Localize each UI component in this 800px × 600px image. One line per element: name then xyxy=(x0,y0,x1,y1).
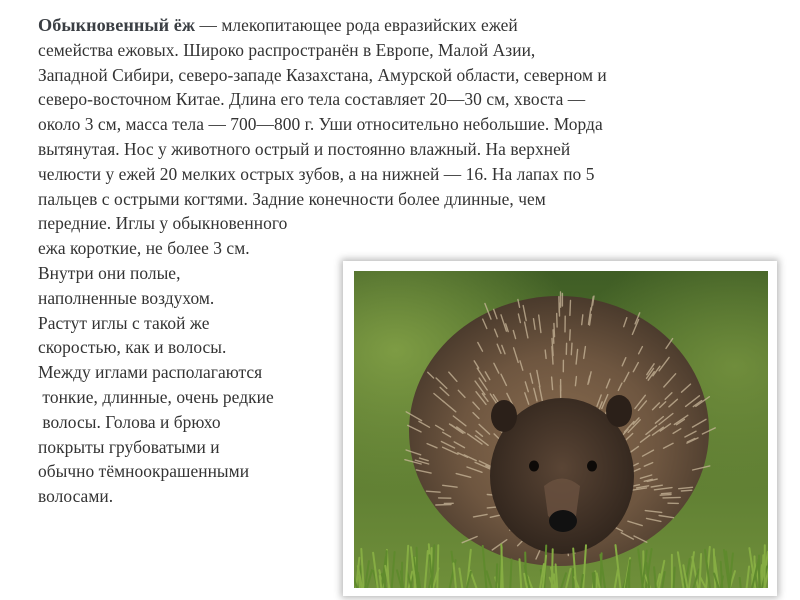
text-line-1: Обыкновенный ёж — млекопитающее рода евразийских ежей xyxy=(38,15,518,35)
text-line-12: наполненные воздухом. xyxy=(38,287,215,308)
nose xyxy=(549,510,577,532)
text-line-18: покрыты грубоватыми и xyxy=(38,436,220,457)
text-line-5: около 3 см, масса тела — 700—800 г. Уши относительно небольшие. Морда xyxy=(38,114,603,135)
hedgehog-illustration xyxy=(354,271,768,588)
text-line-2: семейства ежовых. Широко распространён в Европе, Малой Азии, xyxy=(38,39,536,60)
hedgehog-photo xyxy=(354,271,768,588)
text-line-11: Внутри они полые, xyxy=(38,262,181,283)
text-line-4: северо-восточном Китае. Длина его тела составляет 20—30 см, хвоста — xyxy=(38,89,586,110)
hedgehog-photo-frame xyxy=(343,261,777,596)
right-eye xyxy=(587,461,597,472)
text-line-3: Западной Сибири, северо-западе Казахстана, Амурской области, северном и xyxy=(38,64,607,85)
right-ear xyxy=(606,395,632,427)
text-line-20: волосами. xyxy=(38,486,114,507)
left-ear xyxy=(491,400,517,432)
text-line-14: скоростью, как и волосы. xyxy=(38,337,227,358)
left-eye xyxy=(529,461,539,472)
text-line-19: обычно тёмноокрашенными xyxy=(38,461,250,482)
text-line-6: вытянутая. Нос у животного острый и постоянно влажный. На верхней xyxy=(38,138,571,159)
text-line-13: Растут иглы с такой же xyxy=(38,312,210,333)
text-line-8: пальцев с острыми когтями. Задние конечности более длинные, чем xyxy=(38,188,546,209)
text-line-17: волосы. Голова и брюхо xyxy=(38,411,221,432)
text-line-16: тонкие, длинные, очень редкие xyxy=(38,386,274,407)
text-line-15: Между иглами располагаются xyxy=(38,362,263,383)
text-line-10: ежа короткие, не более 3 см. xyxy=(38,238,250,259)
term-title: Обыкновенный ёж xyxy=(38,15,196,35)
text-line-7: челюсти у ежей 20 мелких острых зубов, а на нижней — 16. На лапах по 5 xyxy=(38,163,595,184)
text-line-9: передние. Иглы у обыкновенного xyxy=(38,213,288,234)
